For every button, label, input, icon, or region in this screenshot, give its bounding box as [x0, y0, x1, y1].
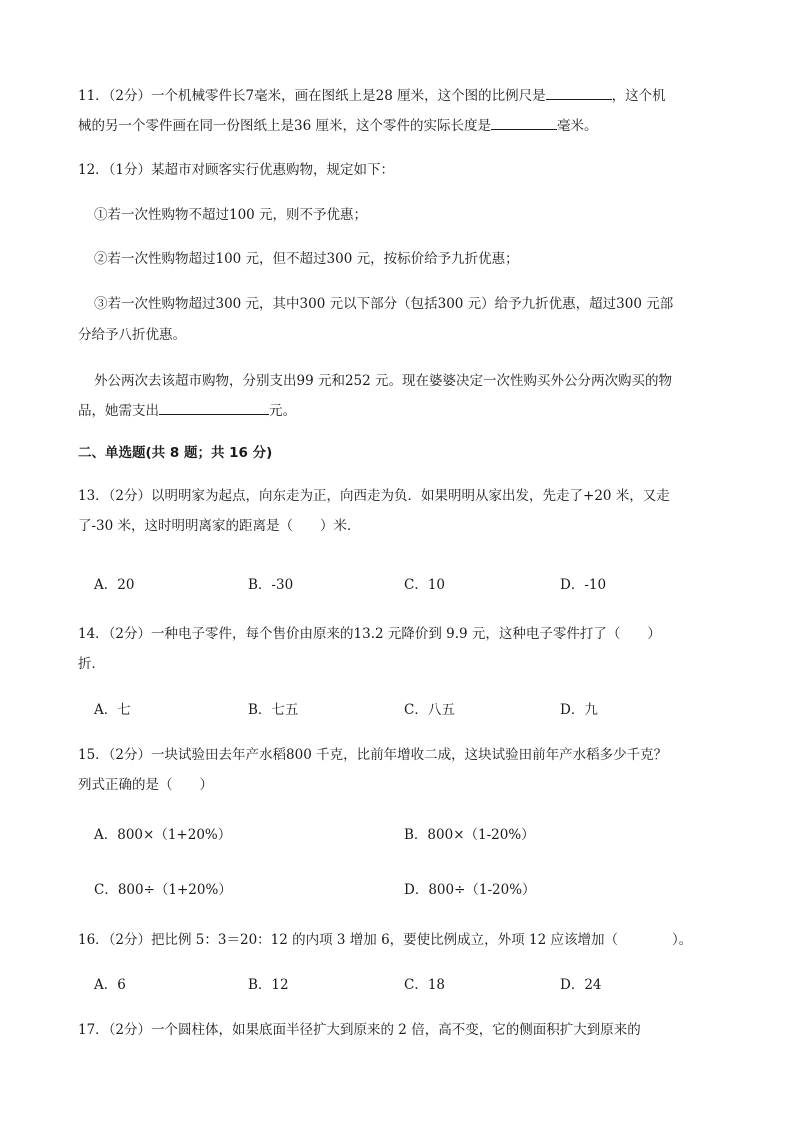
q16-option-b[interactable]: B．12 — [248, 977, 289, 993]
q14-line2: 折． — [78, 656, 105, 672]
q11-text-d: 毫米。 — [556, 118, 598, 134]
q12-answer-blank[interactable] — [159, 400, 269, 415]
q14-line1: 14．（2分）一种电子零件，每个售价由原来的13.2 元降价到 9.9 元，这种电子零件打了（ ） — [78, 626, 661, 642]
q11-answer-blank-scale[interactable] — [546, 85, 612, 100]
q14-option-d[interactable]: D．九 — [560, 702, 598, 718]
q11-line2 — [78, 114, 597, 134]
q16-option-a[interactable]: A．6 — [94, 977, 126, 993]
q12-text-b: 元。 — [269, 403, 296, 419]
q15-option-c[interactable]: C．800÷（1+20%） — [94, 882, 232, 898]
q12-rule-3-line1: ③若一次性购物超过300 元，其中300 元以下部分（包括300 元）给予九折优惠，超过300 元部 — [94, 296, 674, 312]
q12-rule-3-line2: 分给予八折优惠。 — [78, 327, 186, 343]
q16-option-c[interactable]: C．18 — [404, 977, 446, 993]
q13-option-b[interactable]: B．-30 — [248, 577, 294, 593]
q15-option-a[interactable]: A．800×（1+20%） — [94, 827, 232, 843]
q14-option-b[interactable]: B．七五 — [248, 702, 299, 718]
q14-option-a[interactable]: A．七 — [94, 702, 131, 718]
q13-line1: 13．（2分）以明明家为起点，向东走为正，向西走为负．如果明明从家出发，先走了+20 米，又走 — [78, 488, 670, 504]
q13-option-d[interactable]: D．-10 — [560, 577, 607, 593]
q11-text-c: 械的另一个零件画在同一份图纸上是36 厘米，这个零件的实际长度是 — [78, 118, 491, 134]
q12-rule-2: ②若一次性购物超过100 元，但不超过300 元，按标价给予九折优惠； — [94, 251, 519, 267]
q12-stem: 12．（1分）某超市对顾客实行优惠购物，规定如下： — [78, 162, 395, 178]
q11-text-a: 11．（2分）一个机械零件长7毫米，画在图纸上是28 厘米，这个图的比例尺是 — [78, 88, 546, 104]
q14-option-c[interactable]: C．八五 — [404, 702, 455, 718]
q16-option-d[interactable]: D．24 — [560, 977, 602, 993]
q13-option-a[interactable]: A．20 — [94, 577, 135, 593]
q15-option-b[interactable]: B．800×（1-20%） — [404, 827, 535, 843]
q13-line2: 了-30 米，这时明明离家的距离是（ ）米． — [78, 518, 361, 534]
q11-answer-blank-length[interactable] — [491, 115, 557, 130]
q12-paragraph-line1: 外公两次去该超市购物，分别支出99 元和252 元。现在婆婆决定一次性购买外公分两次购买的物 — [94, 373, 673, 389]
q11-line1 — [78, 84, 666, 104]
q17-line1: 17．（2分）一个圆柱体，如果底面半径扩大到原来的 2 倍，高不变，它的侧面积扩大到原来的 — [78, 1022, 641, 1038]
q11-text-b: ，这个机 — [611, 88, 666, 104]
q16-line1: 16．（2分）把比例 5：3＝20：12 的内项 3 增加 6，要使比例成立，外项 12 应该增加（ ）。 — [78, 932, 693, 948]
q15-option-d[interactable]: D．800÷（1-20%） — [404, 882, 536, 898]
q15-line1: 15．（2分）一块试验田去年产水稻800 千克，比前年增收二成，这块试验田前年产水稻多少千克？ — [78, 747, 668, 763]
q12-text-a: 品，她需支出 — [78, 403, 159, 419]
q12-paragraph-line2 — [78, 399, 296, 419]
q13-option-c[interactable]: C．10 — [404, 577, 446, 593]
q15-line2: 列式正确的是（ ） — [78, 777, 213, 793]
q12-rule-1: ①若一次性购物不超过100 元，则不予优惠； — [94, 207, 368, 223]
section-title-single-choice: 二、单选题(共 8 题；共 16 分) — [78, 445, 273, 461]
